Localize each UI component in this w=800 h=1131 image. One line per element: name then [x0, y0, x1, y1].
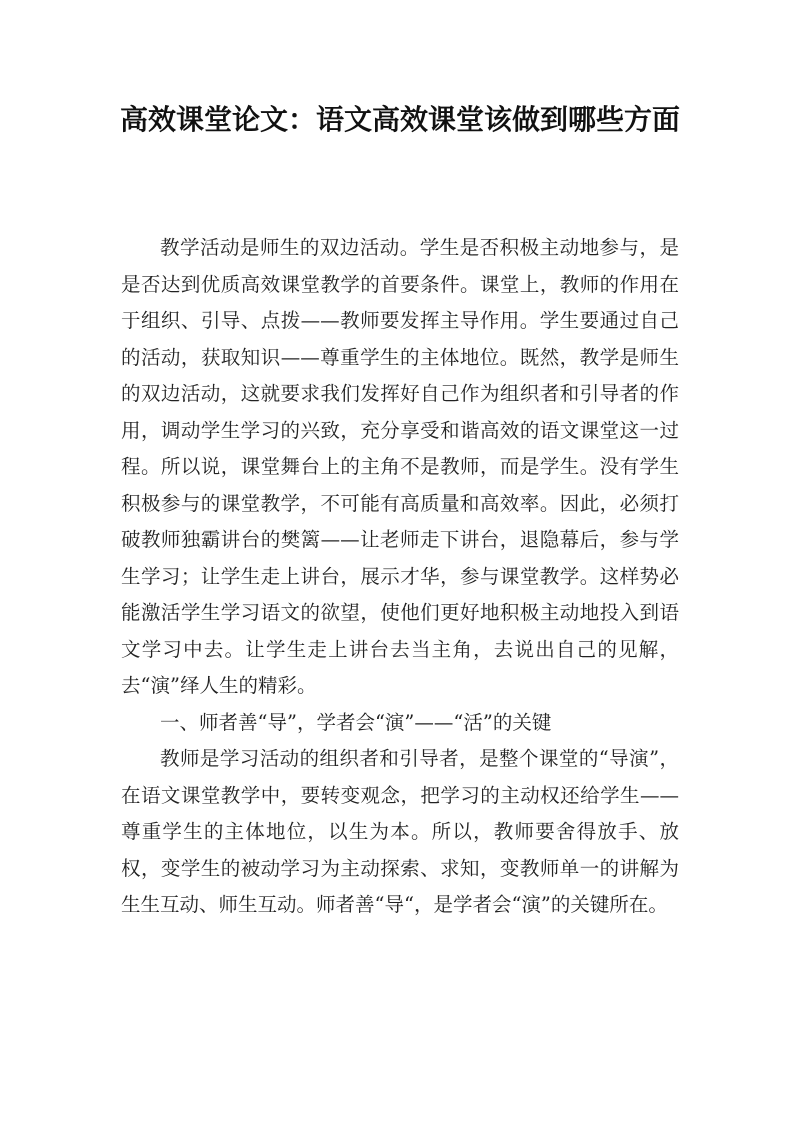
section-heading: 一、师者善“导”，学者会“演”——“活”的关键 [160, 710, 552, 734]
document-body [121, 230, 679, 924]
body-paragraph-intro: 教学活动是师生的双边活动。学生是否积极主动地参与，是是否达到优质高效课堂教学的首要条件。课堂上，教师的作用在于组织、引导、点拨——教师要发挥主导作用。学生要通过自己的活动，获取知识——尊重学生的主体地位。既然，教学是师生的双边活动，这就要求我们发挥好自己作为组织者和引导者的作用，调动学生学习的兴致，充分享受和谐高效的语文课堂这一过程。所以说，课堂舞台上的主角不是教师，而是学生。没有学生积极参与的课堂教学，不可能有高质量和高效率。因此，必须打破教师独霸讲台的樊篱——让老师走下讲台，退隐幕后，参与学生学习；让学生走上讲台，展示才华，参与课堂教学。这样势必能激活学生学习语文的欲望，使他们更好地积极主动地投入到语文学习中去。让学生走上讲台去当主角，去说出自己的见解，去“演”绎人生的精彩。 [121, 236, 679, 697]
document-title: 高效课堂论文：语文高效课堂该做到哪些方面 [119, 103, 680, 136]
body-paragraph-section-1: 教师是学习活动的组织者和引导者，是整个课堂的“导演”，在语文课堂教学中，要转变观念，把学习的主动权还给学生——尊重学生的主体地位，以生为本。所以，教师要舍得放手、放权，变学生的被动学习为主动探索、求知，变教师单一的讲解为生生互动、师生互动。师者善“导“，是学者会“演”的关键所在。 [121, 747, 679, 916]
